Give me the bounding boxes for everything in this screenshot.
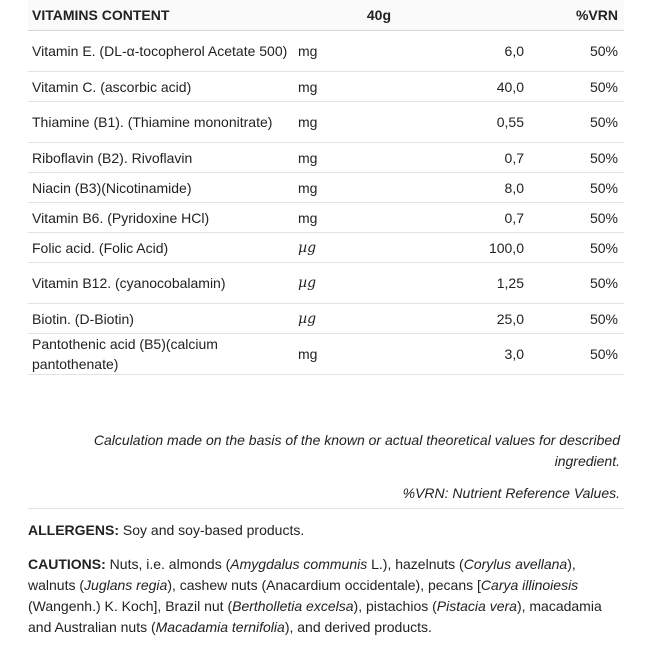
vitamins-table-container xyxy=(28,0,624,375)
cautions-text: (Wangenh.) K. Koch], Brazil nut ( xyxy=(28,598,233,614)
vitamin-amount: 6,0 xyxy=(342,31,524,72)
vitamin-name: Vitamin B12. (cyanocobalamin) xyxy=(28,263,294,304)
vitamins-table xyxy=(28,0,624,375)
vitamin-unit: mg xyxy=(294,143,342,173)
vitamin-name: Vitamin C. (ascorbic acid) xyxy=(28,72,294,102)
vitamin-name: Riboflavin (B2). Rivoflavin xyxy=(28,143,294,173)
table-row xyxy=(28,102,624,143)
header-vrn: %VRN xyxy=(524,0,624,31)
vitamin-amount: 25,0 xyxy=(342,304,524,334)
vitamin-vrn: 50% xyxy=(524,233,624,263)
cautions-label: CAUTIONS: xyxy=(28,556,106,572)
species-name: Macadamia ternifolia xyxy=(155,619,285,635)
allergens-text: Soy and soy-based products. xyxy=(122,522,305,538)
vitamin-vrn: 50% xyxy=(524,203,624,233)
vitamin-vrn: 50% xyxy=(524,173,624,203)
vitamin-vrn: 50% xyxy=(524,143,624,173)
vitamin-amount: 100,0 xyxy=(342,233,524,263)
vitamin-amount: 0,7 xyxy=(342,143,524,173)
vitamin-name: Pantothenic acid (B5)(calcium pantothenate) xyxy=(28,334,294,375)
header-vitamins-content: VITAMINS CONTENT xyxy=(28,0,294,31)
vitamin-name: Thiamine (B1). (Thiamine mononitrate) xyxy=(28,102,294,143)
header-amount: 40g xyxy=(342,0,524,31)
table-header-row xyxy=(28,0,624,31)
cautions-text: ), and derived products. xyxy=(284,619,432,635)
vitamin-unit: µg xyxy=(294,263,342,304)
vitamin-unit: µg xyxy=(294,233,342,263)
species-name: Carya illinoiesis xyxy=(480,577,579,593)
vitamin-unit: mg xyxy=(294,334,342,375)
vitamin-vrn: 50% xyxy=(524,72,624,102)
cautions-text: ), pistachios ( xyxy=(353,598,437,614)
vitamin-unit: mg xyxy=(294,31,342,72)
vitamin-name: Vitamin E. (DL-α-tocopherol Acetate 500) xyxy=(28,31,294,72)
table-row xyxy=(28,173,624,203)
species-name: Bertholletia excelsa xyxy=(232,598,354,614)
vitamin-amount: 8,0 xyxy=(342,173,524,203)
vitamin-amount: 40,0 xyxy=(342,72,524,102)
vitamin-name: Niacin (B3)(Nicotinamide) xyxy=(28,173,294,203)
table-row xyxy=(28,263,624,304)
vitamin-vrn: 50% xyxy=(524,304,624,334)
vitamin-amount: 1,25 xyxy=(342,263,524,304)
vitamin-vrn: 50% xyxy=(524,102,624,143)
divider xyxy=(28,508,624,509)
vitamin-unit: mg xyxy=(294,203,342,233)
vitamin-amount: 3,0 xyxy=(342,334,524,375)
cautions-text: ), walnuts ( xyxy=(28,556,576,593)
allergens-label: ALLERGENS: xyxy=(28,522,119,538)
allergens-paragraph xyxy=(28,520,624,541)
cautions-text: ), cashew nuts (Anacardium occidentale), pecans [ xyxy=(167,577,481,593)
species-name: Corylus avellana xyxy=(463,556,568,572)
header-unit xyxy=(294,0,342,31)
vitamin-vrn: 50% xyxy=(524,31,624,72)
vitamin-unit: mg xyxy=(294,72,342,102)
vitamin-unit: µg xyxy=(294,304,342,334)
table-row xyxy=(28,304,624,334)
vitamin-unit: mg xyxy=(294,173,342,203)
species-name: Amygdalus communis xyxy=(230,556,368,572)
cautions-paragraph xyxy=(28,554,624,638)
vitamin-amount: 0,55 xyxy=(342,102,524,143)
vitamin-unit: mg xyxy=(294,102,342,143)
vitamin-name: Biotin. (D-Biotin) xyxy=(28,304,294,334)
vitamin-vrn: 50% xyxy=(524,263,624,304)
table-row xyxy=(28,334,624,375)
cautions-text: Nuts, i.e. almonds ( xyxy=(109,556,231,572)
cautions-text: L.), hazelnuts ( xyxy=(367,556,464,572)
table-row xyxy=(28,233,624,263)
table-row xyxy=(28,72,624,102)
table-row xyxy=(28,143,624,173)
vitamin-vrn: 50% xyxy=(524,334,624,375)
species-name: Juglans regia xyxy=(84,577,168,593)
vitamin-name: Folic acid. (Folic Acid) xyxy=(28,233,294,263)
calculation-note: Calculation made on the basis of the known or actual theoretical values for described ingredient. xyxy=(93,432,620,469)
table-row xyxy=(28,203,624,233)
vrn-note: %VRN: Nutrient Reference Values. xyxy=(402,485,620,501)
cautions-text: ), macadamia and Australian nuts ( xyxy=(28,598,602,635)
species-name: Pistacia vera xyxy=(436,598,517,614)
vitamin-amount: 0,7 xyxy=(342,203,524,233)
vitamin-name: Vitamin B6. (Pyridoxine HCl) xyxy=(28,203,294,233)
table-row xyxy=(28,31,624,72)
